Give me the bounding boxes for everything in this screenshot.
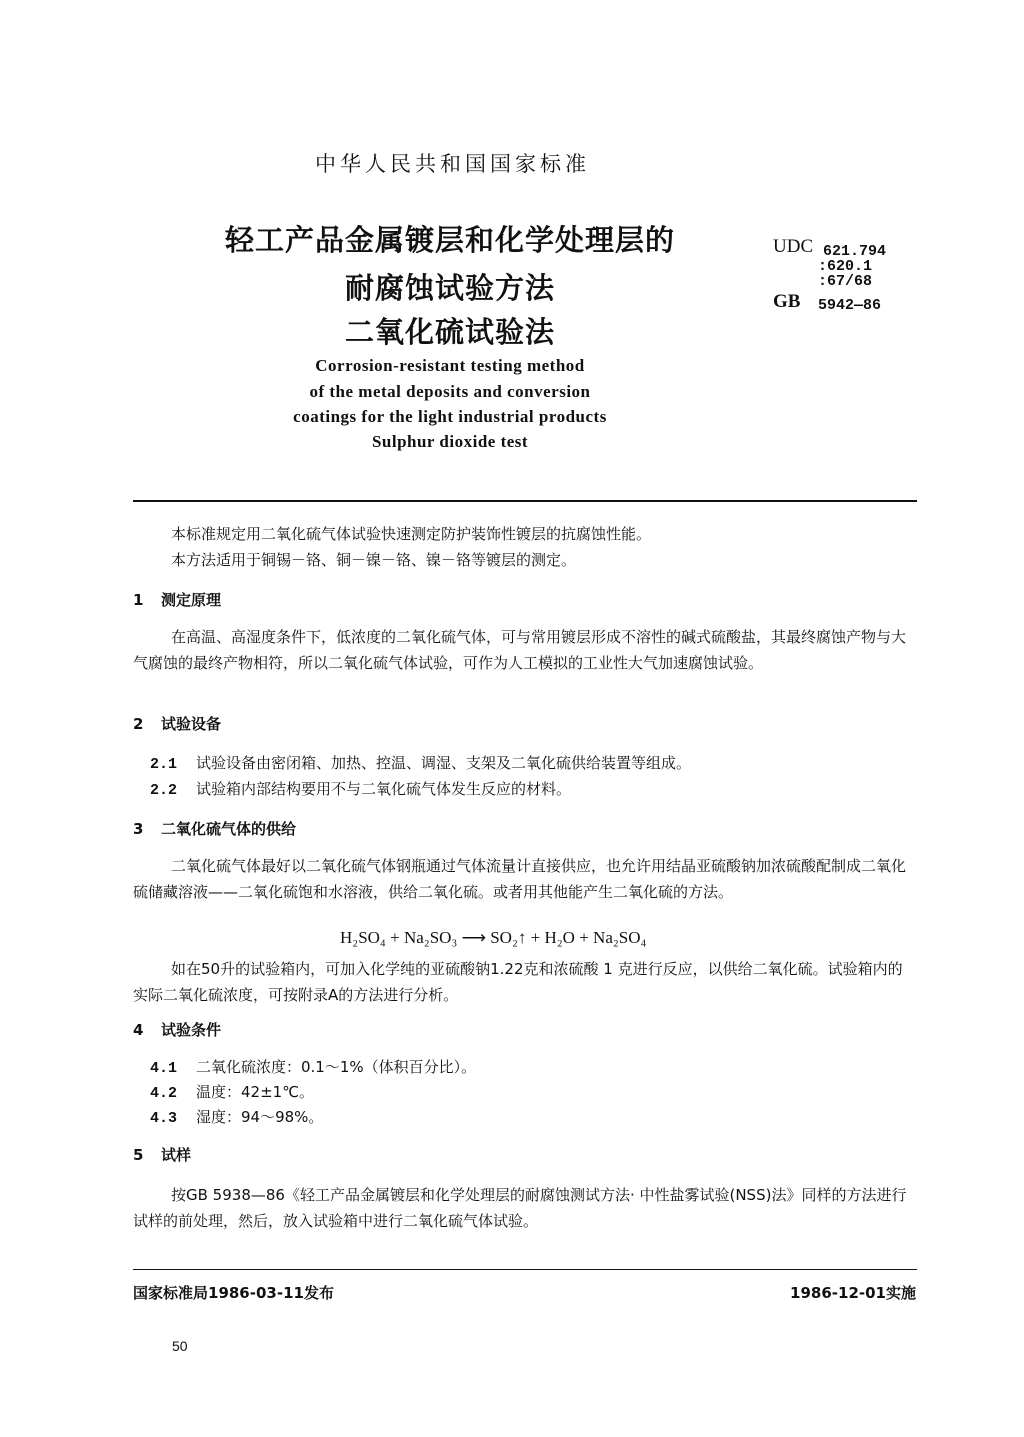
section-title: 试样 [161,1146,192,1164]
udc-code-2: :620.1 [818,258,873,275]
section-1-heading [133,589,221,610]
clause-number: 2.2 [150,782,178,799]
document-title-line-2: 耐腐蚀试验方法 [344,271,555,305]
header-divider [133,500,917,502]
section-5-heading [133,1144,191,1165]
section-number: 3 [133,820,144,838]
clause-number: 4.2 [150,1085,178,1102]
section-title: 二氧化硫气体的供给 [161,820,297,838]
clause-number: 4.3 [150,1110,178,1127]
section-number: 4 [133,1021,144,1039]
clause-text: 二氧化硫浓度：0.1～1%（体积百分比）。 [196,1058,477,1076]
section-title: 试验条件 [161,1021,222,1039]
clause-number: 4.1 [150,1060,178,1077]
issue-date: 国家标准局1986-03-11发布 [133,1284,334,1302]
clause-4-2 [150,1081,314,1102]
gb-label: GB [773,291,801,312]
clause-text: 湿度：94～98%。 [196,1108,324,1126]
section-number: 1 [133,591,144,609]
section-title: 测定原理 [161,591,222,609]
udc-label: UDC [773,236,814,257]
chemical-equation: H₂SO₄ + Na₂SO₃ ⟶ SO₂↑ + H₂O + Na₂SO₄ [340,928,647,947]
document-title-line-1: 轻工产品金属镀层和化学处理层的 [224,223,675,257]
section-3-paragraph-2: 如在50升的试验箱内，可加入化学纯的亚硫酸钠1.22克和浓硫酸 1 克进行反应，以供给二氧化硫。试验箱内的实际二氧化硫浓度，可按附录A的方法进行分析。 [133,960,903,1004]
intro-paragraph-1: 本标准规定用二氧化硫气体试验快速测定防护装饰性镀层的抗腐蚀性能。 [171,525,652,543]
section-number: 5 [133,1146,144,1164]
country-standard-heading: 中华人民共和国国家标准 [315,152,590,176]
section-4-heading [133,1019,221,1040]
section-3-paragraph: 二氧化硫气体最好以二氧化硫气体钢瓶通过气体流量计直接供应，也允许用结晶亚硫酸钠加浓硫酸配制成二氧化硫储藏溶液——二氧化硫饱和水溶液，供给二氧化硫。或者用其他能产生二氧化硫的方法。 [133,857,907,901]
intro-paragraph-2: 本方法适用于铜锡－铬、铜－镍－铬、镍－铬等镀层的测定。 [171,551,577,569]
section-number: 2 [133,715,144,733]
clause-4-1 [150,1056,476,1077]
section-1-paragraph: 在高温、高湿度条件下，低浓度的二氧化硫气体，可与常用镀层形成不溶性的碱式硫酸盐，其最终腐蚀产物与大气腐蚀的最终产物相符，所以二氧化硫气体试验，可作为人工模拟的工业性大气加速腐蚀试验。 [133,628,907,672]
udc-code-1: 621.794 [823,243,887,260]
clause-text: 试验设备由密闭箱、加热、控温、调湿、支架及二氧化硫供给装置等组成。 [196,754,692,772]
udc-code-3: :67/68 [818,273,873,290]
section-title: 试验设备 [161,715,222,733]
clause-text: 温度：42±1℃。 [196,1083,315,1101]
english-title-line-3: coatings for the light industrial products [293,407,607,426]
effective-date: 1986-12-01实施 [790,1284,916,1302]
clause-2-1 [150,752,691,773]
gb-number: 5942—86 [818,297,882,314]
clause-number: 2.1 [150,756,178,773]
english-title-line-1: Corrosion-resistant testing method [315,356,585,375]
footer-divider [133,1269,917,1270]
document-title-line-3: 二氧化硫试验法 [344,315,555,349]
clause-2-2 [150,778,571,799]
section-2-heading [133,713,221,734]
clause-4-3 [150,1106,323,1127]
clause-text: 试验箱内部结构要用不与二氧化硫气体发生反应的材料。 [196,780,572,798]
page-number: 50 [172,1338,188,1354]
section-5-paragraph: 按GB 5938—86《轻工产品金属镀层和化学处理层的耐腐蚀测试方法· 中性盐雾试验(NSS)法》同样的方法进行试样的前处理，然后，放入试验箱中进行二氧化硫气体试验。 [133,1186,907,1230]
english-title-line-2: of the metal deposits and conversion [309,382,591,401]
section-3-heading [133,818,296,839]
english-title-line-4: Sulphur dioxide test [371,432,529,451]
